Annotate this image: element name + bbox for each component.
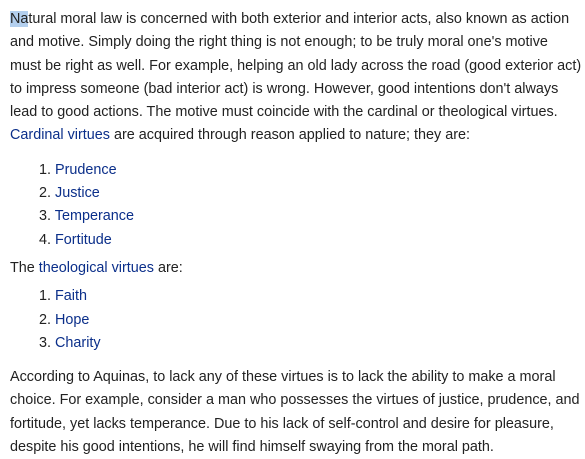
- theological-intro-end: are:: [154, 259, 183, 276]
- list-item: [10, 159, 585, 182]
- intro-text: tural moral law is concerned with both exterior and interior acts, also known as action and motive. Simply doing the right thing is not enough; to be truly moral one's motive must be right as well. For example, helping an old lady across the road (good exterior act) to impress someone (bad interior act) is wrong. However, good intentions don't always lead to good actions. The motive must coincide with the cardinal or theological virtues.: [10, 11, 582, 121]
- list-item: [10, 309, 585, 332]
- cardinal-virtues-link[interactable]: Cardinal virtues: [10, 127, 110, 144]
- temperance-link[interactable]: Temperance: [54, 208, 134, 225]
- fortitude-link[interactable]: Fortitude: [55, 231, 112, 248]
- justice-link[interactable]: Justice: [55, 185, 100, 202]
- hope-link[interactable]: Hope: [55, 311, 90, 328]
- selected-text[interactable]: Na: [10, 11, 29, 27]
- theological-virtues-link[interactable]: theological virtues: [38, 259, 154, 276]
- prudence-link[interactable]: Prudence: [55, 161, 117, 178]
- intro-paragraph: [10, 8, 582, 148]
- list-number: 3.: [39, 208, 52, 225]
- list-number: 2.: [39, 185, 52, 202]
- cardinal-virtues-list: [10, 159, 585, 252]
- list-item: [10, 182, 585, 205]
- theological-intro-text: The: [10, 259, 39, 276]
- list-item: [10, 205, 585, 228]
- list-number: 2.: [39, 311, 52, 328]
- list-number: 3.: [39, 334, 52, 351]
- list-number: 1.: [39, 161, 52, 178]
- list-item: [10, 229, 585, 252]
- theological-virtues-list: [10, 285, 585, 355]
- list-item: [10, 332, 585, 355]
- charity-link[interactable]: Charity: [55, 334, 101, 351]
- intro-text-end: are acquired through reason applied to nature; they are:: [109, 127, 470, 144]
- list-number: 4.: [39, 231, 52, 248]
- aquinas-paragraph: According to Aquinas, to lack any of these virtues is to lack the ability to make a moral choice. For example, consider a man who possesses the virtues of justice, prudence, and fortitude, yet lacks temperance. Due to his lack of self-control and desire for pleasure, despite his good intentions, he will find himself swaying from the moral path.: [10, 369, 580, 456]
- list-number: 1.: [39, 288, 52, 305]
- faith-link[interactable]: Faith: [55, 288, 88, 305]
- theological-intro: [10, 257, 585, 280]
- list-item: [10, 285, 585, 308]
